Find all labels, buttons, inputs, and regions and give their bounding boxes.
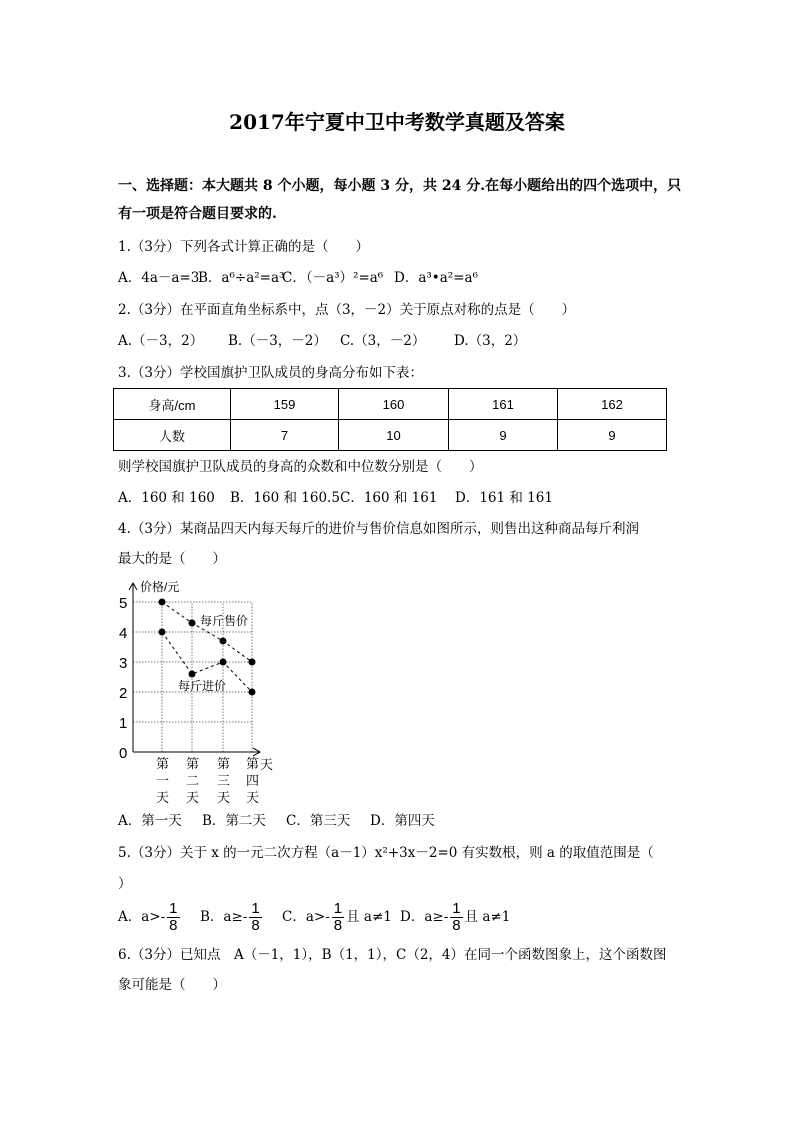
data-point — [189, 671, 196, 678]
y-tick-label: 5 — [119, 595, 128, 612]
x-tick-label: 第 — [156, 756, 170, 771]
x-tick-label: 二 — [186, 773, 200, 788]
option-suffix: 且 a≠1 — [346, 909, 392, 925]
q5-option-b — [200, 900, 282, 934]
height-table — [113, 388, 667, 451]
table-row — [114, 420, 667, 451]
q6-stem: 6.（3分）已知点 A（－1，1），B（1，1），C（2，4）在同一个函数图象上，这个函数图 — [118, 947, 667, 963]
x-axis-label: 天 — [260, 757, 274, 772]
data-point — [159, 629, 166, 636]
q2-option-a: A.（－3，2） — [118, 333, 204, 349]
x-tick-label: 四 — [246, 773, 260, 788]
q3-option-c: C．160 和 161 — [340, 490, 438, 506]
q2-stem: 2.（3分）在平面直角坐标系中，点（3，－2）关于原点对称的点是（ ） — [118, 302, 576, 318]
table-cell: 10 — [339, 420, 449, 451]
fraction-denominator: 8 — [452, 917, 461, 934]
page-title: 2017年宁夏中卫中考数学真题及答案 — [229, 110, 565, 134]
q5-option-a — [118, 900, 200, 934]
fraction — [167, 901, 179, 934]
option-label: C． — [282, 909, 306, 925]
option-relation: a≥- — [424, 909, 449, 925]
table-cell: 9 — [558, 420, 667, 451]
table-cell: 人数 — [114, 420, 231, 451]
x-tick-label: 天 — [246, 790, 260, 805]
q2-options — [118, 332, 526, 350]
data-point — [249, 659, 256, 666]
q1-option-a: A．4a－a=3 — [118, 270, 200, 286]
q2-option-d: D.（3，2） — [454, 333, 527, 349]
q1-stem: 1.（3分）下列各式计算正确的是（ ） — [118, 239, 369, 255]
fraction-denominator: 8 — [169, 917, 178, 934]
table-cell: 161 — [449, 389, 558, 420]
section-heading: 一、选择题：本大题共 8 个小题，每小题 3 分，共 24 分.在每小题给出的四个选项中，只 — [118, 178, 682, 194]
x-tick-label: 第 — [246, 756, 260, 771]
data-point — [189, 620, 196, 627]
q4-option-c: C．第三天 — [286, 813, 351, 829]
fraction-denominator: 8 — [333, 917, 343, 934]
data-point — [159, 599, 166, 606]
section-heading-cont: 有一项是符合题目要求的. — [118, 206, 277, 222]
table-cell: 159 — [231, 389, 339, 420]
fraction — [249, 901, 261, 934]
q4-stem-cont: 最大的是（ ） — [118, 551, 226, 567]
x-tick-label: 第 — [186, 756, 200, 771]
option-relation: a>- — [305, 909, 330, 925]
q1-option-b: B．a⁶÷a²=a³ — [198, 270, 285, 286]
y-tick-label: 3 — [119, 655, 128, 672]
q1-option-d: D．a³•a²=a⁶ — [394, 270, 478, 286]
y-axis-label: 价格/元 — [140, 580, 180, 594]
x-tick-label: 天 — [156, 790, 170, 805]
option-relation: a≥- — [223, 909, 248, 925]
x-tick-label: 第 — [217, 756, 231, 771]
data-point — [220, 638, 227, 645]
fraction-denominator: 8 — [251, 917, 260, 934]
q6-stem-cont: 象可能是（ ） — [118, 977, 226, 993]
y-tick-label: 2 — [119, 685, 128, 702]
table-cell: 身高/cm — [114, 389, 231, 420]
q1-options — [118, 269, 478, 287]
table-cell: 9 — [449, 420, 558, 451]
q2-option-c: C.（3，－2） — [340, 333, 426, 349]
fraction-numerator: 1 — [333, 900, 343, 917]
fraction-numerator: 1 — [452, 900, 461, 917]
y-tick-label: 4 — [119, 625, 128, 642]
q5-option-d — [400, 900, 510, 934]
table-cell: 7 — [231, 420, 339, 451]
q2-option-b: B.（－3，－2） — [228, 333, 327, 349]
x-tick-label: 天 — [186, 790, 200, 805]
q5-options — [118, 900, 510, 934]
q1-option-c: C．（－a³）²=a⁶ — [282, 270, 384, 286]
option-suffix: 且 a≠1 — [464, 909, 511, 925]
x-tick-label: 天 — [217, 790, 231, 805]
price-chart — [110, 575, 285, 805]
q4-option-d: D．第四天 — [370, 813, 435, 829]
data-point — [220, 659, 227, 666]
data-point — [249, 689, 256, 696]
y-tick-label: 0 — [119, 745, 128, 762]
option-relation: a>- — [141, 909, 166, 925]
y-tick-label: 1 — [119, 715, 128, 732]
q5-stem-cont: ） — [118, 876, 132, 892]
table-row — [114, 389, 667, 420]
x-tick-label: 一 — [156, 773, 170, 788]
q3-options — [118, 489, 553, 507]
x-tick-label: 三 — [217, 773, 231, 788]
q4-option-a: A．第一天 — [118, 813, 182, 829]
option-label: A． — [118, 909, 142, 925]
q3-stem: 3.（3分）学校国旗护卫队成员的身高分布如下表： — [118, 365, 423, 381]
option-label: D． — [400, 909, 425, 925]
q4-options — [118, 812, 435, 830]
fraction-numerator: 1 — [169, 900, 178, 917]
option-label: B． — [200, 909, 224, 925]
table-cell: 160 — [339, 389, 449, 420]
q3-option-a: A．160 和 160 — [118, 490, 215, 506]
q4-stem: 4.（3分）某商品四天内每天每斤的进价与售价信息如图所示，则售出这种商品每斤利润 — [118, 521, 639, 537]
q5-option-c — [282, 900, 400, 934]
q3-question: 则学校国旗护卫队成员的身高的众数和中位数分别是（ ） — [118, 459, 483, 475]
fraction — [450, 901, 462, 934]
series-label: 每斤售价 — [200, 614, 249, 628]
q5-stem: 5.（3分）关于 x 的一元二次方程（a－1）x²+3x－2=0 有实数根，则 a 的取值范围是（ — [118, 845, 654, 861]
fraction — [332, 901, 344, 934]
fraction-numerator: 1 — [251, 900, 260, 917]
q3-option-b: B．160 和 160.5 — [230, 490, 340, 506]
series-label: 每斤进价 — [178, 679, 227, 693]
table-cell: 162 — [558, 389, 667, 420]
q3-option-d: D．161 和 161 — [455, 490, 553, 506]
q4-option-b: B．第二天 — [202, 813, 266, 829]
